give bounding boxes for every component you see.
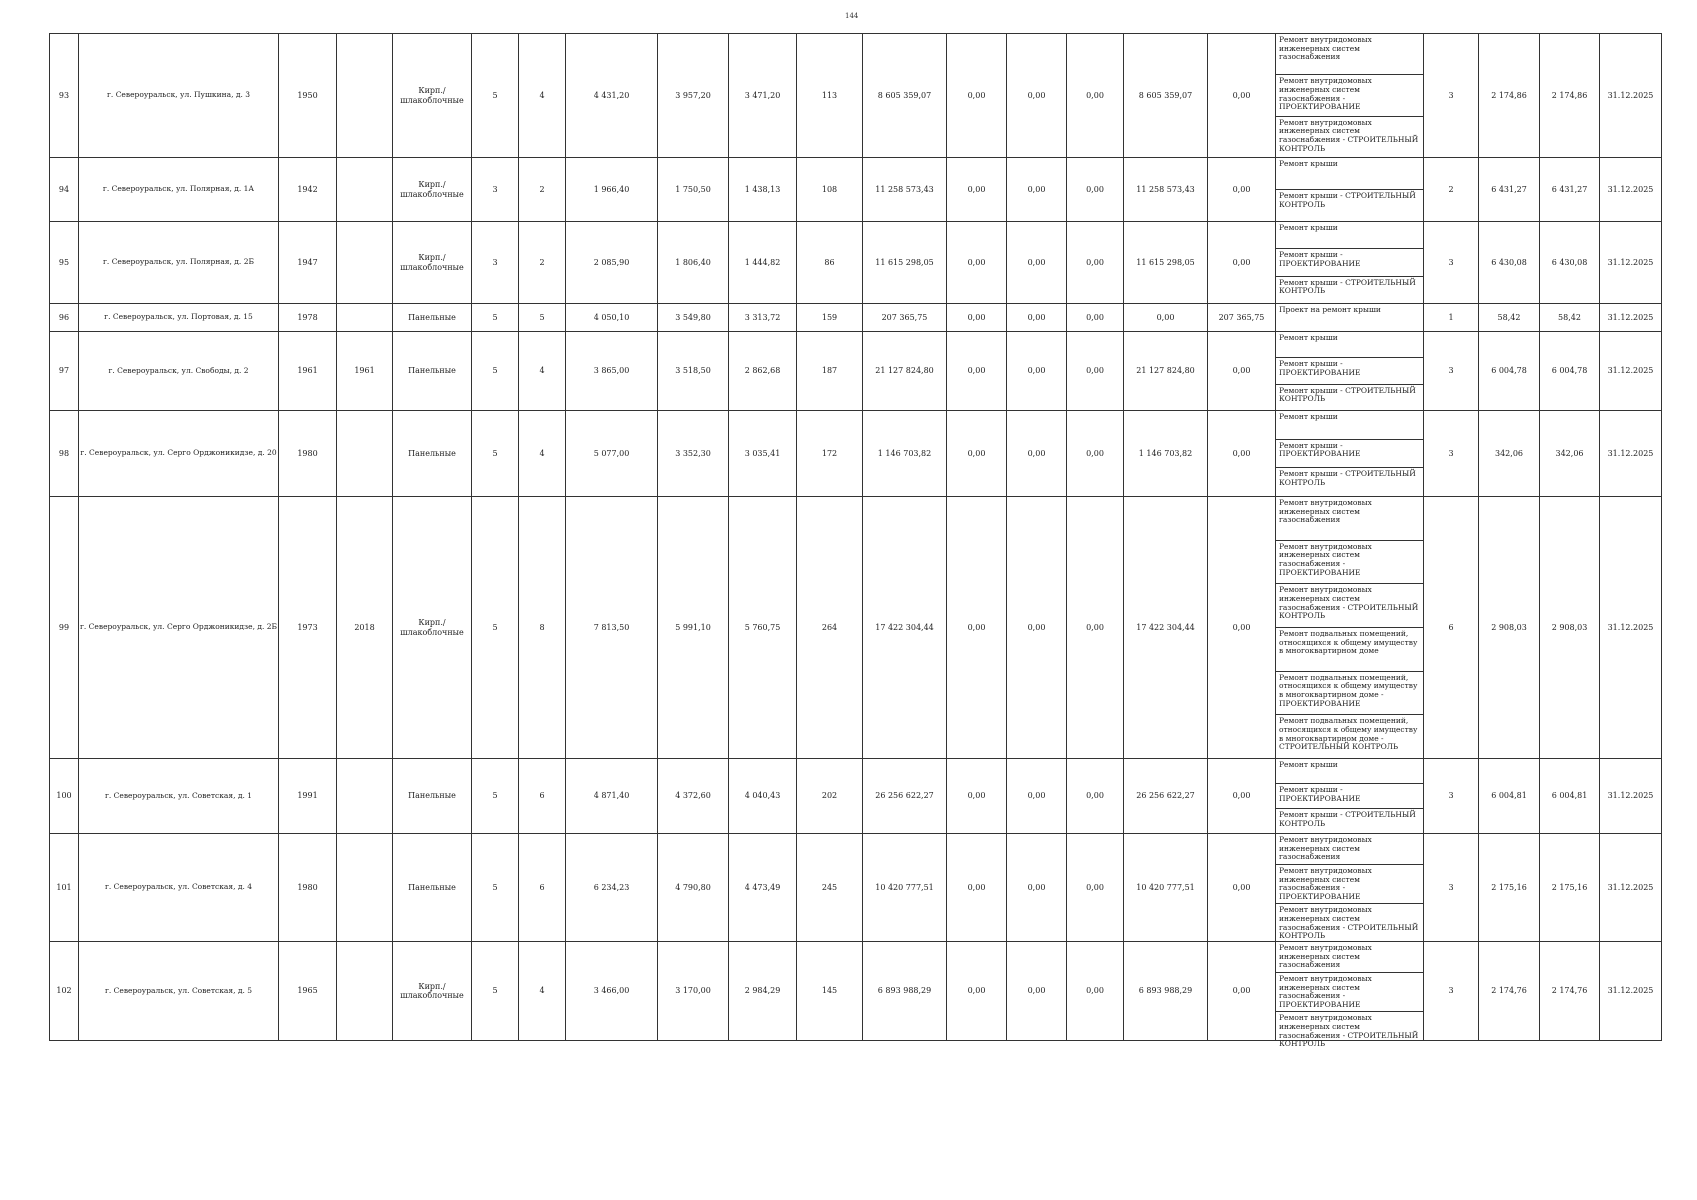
cell-f5: 0,00 (1208, 834, 1276, 942)
cell-n: 100 (50, 759, 79, 834)
cell-cnt: 3 (1424, 222, 1479, 304)
cell-y2 (337, 942, 393, 1041)
cell-f4: 21 127 824,80 (1124, 332, 1208, 411)
work-list-cell (1276, 332, 1424, 411)
work-item: Ремонт крыши (1276, 759, 1423, 784)
work-item: Ремонт внутридомовых инженерных систем газоснабжения - ПРОЕКТИРОВАНИЕ (1276, 75, 1423, 116)
work-list-cell (1276, 834, 1424, 942)
cell-ent: 4 (519, 942, 566, 1041)
cell-ent: 2 (519, 158, 566, 222)
work-item: Ремонт крыши - СТРОИТЕЛЬНЫЙ КОНТРОЛЬ (1279, 469, 1416, 487)
cell-f4: 6 893 988,29 (1124, 942, 1208, 1041)
work-item: Ремонт крыши (1276, 411, 1423, 440)
cell-y1: 1980 (279, 411, 337, 497)
table-row (50, 222, 1662, 304)
cell-total: 11 258 573,43 (863, 158, 947, 222)
work-item: Ремонт внутридомовых инженерных систем газоснабжения (1276, 834, 1423, 865)
cell-cnt: 3 (1424, 34, 1479, 158)
cell-total: 10 420 777,51 (863, 834, 947, 942)
cell-cnt: 3 (1424, 411, 1479, 497)
cell-ent: 2 (519, 222, 566, 304)
cell-a2: 5 991,10 (658, 497, 729, 759)
cell-a1: 5 077,00 (566, 411, 658, 497)
cell-a1: 4 050,10 (566, 304, 658, 332)
cell-a1: 1 966,40 (566, 158, 658, 222)
work-list-cell (1276, 304, 1424, 332)
work-item: Ремонт внутридомовых инженерных систем газоснабжения - СТРОИТЕЛЬНЫЙ КОНТРОЛЬ (1276, 584, 1423, 628)
cell-f2: 0,00 (1007, 332, 1067, 411)
cell-a1: 3 865,00 (566, 332, 658, 411)
cell-date: 31.12.2025 (1600, 304, 1662, 332)
cell-f4: 1 146 703,82 (1124, 411, 1208, 497)
cell-n: 98 (50, 411, 79, 497)
cell-a3: 3 471,20 (729, 34, 797, 158)
cell-date: 31.12.2025 (1600, 834, 1662, 942)
cell-a3: 1 438,13 (729, 158, 797, 222)
cell-f1: 0,00 (947, 834, 1007, 942)
cell-c1: 2 908,03 (1479, 497, 1540, 759)
cell-f1: 0,00 (947, 759, 1007, 834)
cell-y2 (337, 411, 393, 497)
work-item: Ремонт крыши - СТРОИТЕЛЬНЫЙ КОНТРОЛЬ (1279, 385, 1416, 404)
cell-res: 264 (797, 497, 863, 759)
cell-f5: 0,00 (1208, 497, 1276, 759)
page-number: 144 (845, 12, 859, 20)
cell-a2: 4 372,60 (658, 759, 729, 834)
cell-c1: 6 004,81 (1479, 759, 1540, 834)
cell-fl: 5 (472, 411, 519, 497)
cell-n: 93 (50, 34, 79, 158)
cell-c1: 6 004,78 (1479, 332, 1540, 411)
cell-addr: г. Североуральск, ул. Пушкина, д. 3 (79, 34, 279, 158)
cell-y2 (337, 34, 393, 158)
cell-date: 31.12.2025 (1600, 942, 1662, 1041)
cell-total: 26 256 622,27 (863, 759, 947, 834)
cell-res: 187 (797, 332, 863, 411)
cell-y1: 1980 (279, 834, 337, 942)
cell-f1: 0,00 (947, 222, 1007, 304)
cell-ent: 8 (519, 497, 566, 759)
cell-addr: г. Североуральск, ул. Советская, д. 5 (79, 942, 279, 1041)
cell-fl: 5 (472, 942, 519, 1041)
work-item: Ремонт внутридомовых инженерных систем газоснабжения (1276, 34, 1423, 75)
cell-c2: 2 174,76 (1540, 942, 1600, 1041)
cell-res: 108 (797, 158, 863, 222)
cell-mat: Кирп./ шлакоблочные (393, 34, 472, 158)
cell-f2: 0,00 (1007, 34, 1067, 158)
cell-a2: 1 806,40 (658, 222, 729, 304)
work-item: Проект на ремонт крыши (1279, 305, 1381, 314)
cell-c1: 58,42 (1479, 304, 1540, 332)
table-row (50, 411, 1662, 497)
cell-a1: 4 871,40 (566, 759, 658, 834)
cell-c1: 2 174,76 (1479, 942, 1540, 1041)
cell-c2: 6 004,78 (1540, 332, 1600, 411)
cell-f2: 0,00 (1007, 411, 1067, 497)
cell-fl: 5 (472, 497, 519, 759)
cell-a1: 4 431,20 (566, 34, 658, 158)
cell-res: 159 (797, 304, 863, 332)
cell-f3: 0,00 (1067, 34, 1124, 158)
cell-f2: 0,00 (1007, 158, 1067, 222)
work-list-cell (1276, 497, 1424, 759)
cell-f3: 0,00 (1067, 304, 1124, 332)
cell-a2: 3 957,20 (658, 34, 729, 158)
work-item: Ремонт крыши - ПРОЕКТИРОВАНИЕ (1276, 249, 1423, 276)
cell-c2: 6 430,08 (1540, 222, 1600, 304)
table-row (50, 834, 1662, 942)
cell-a2: 4 790,80 (658, 834, 729, 942)
cell-n: 102 (50, 942, 79, 1041)
cell-y2 (337, 834, 393, 942)
cell-date: 31.12.2025 (1600, 759, 1662, 834)
cell-mat: Панельные (393, 834, 472, 942)
cell-f5: 0,00 (1208, 411, 1276, 497)
cell-y1: 1978 (279, 304, 337, 332)
cell-y1: 1950 (279, 34, 337, 158)
cell-f4: 26 256 622,27 (1124, 759, 1208, 834)
cell-c1: 342,06 (1479, 411, 1540, 497)
cell-mat: Кирп./ шлакоблочные (393, 497, 472, 759)
cell-f2: 0,00 (1007, 942, 1067, 1041)
cell-y1: 1991 (279, 759, 337, 834)
cell-f4: 10 420 777,51 (1124, 834, 1208, 942)
cell-c2: 2 908,03 (1540, 497, 1600, 759)
cell-a2: 1 750,50 (658, 158, 729, 222)
cell-a3: 3 035,41 (729, 411, 797, 497)
cell-mat: Панельные (393, 332, 472, 411)
cell-f5: 0,00 (1208, 942, 1276, 1041)
cell-f3: 0,00 (1067, 332, 1124, 411)
cell-f1: 0,00 (947, 942, 1007, 1041)
cell-f1: 0,00 (947, 411, 1007, 497)
cell-f3: 0,00 (1067, 759, 1124, 834)
cell-res: 202 (797, 759, 863, 834)
cell-ent: 5 (519, 304, 566, 332)
cell-y2 (337, 158, 393, 222)
cell-a2: 3 518,50 (658, 332, 729, 411)
cell-a3: 1 444,82 (729, 222, 797, 304)
cell-cnt: 3 (1424, 942, 1479, 1041)
cell-mat: Панельные (393, 759, 472, 834)
cell-f4: 17 422 304,44 (1124, 497, 1208, 759)
work-item: Ремонт подвальных помещений, относящихся к общему имуществу в многоквартирном доме - ПРОЕКТИРОВАНИЕ (1276, 672, 1423, 716)
cell-date: 31.12.2025 (1600, 222, 1662, 304)
cell-mat: Кирп./ шлакоблочные (393, 222, 472, 304)
work-item: Ремонт внутридомовых инженерных систем газоснабжения - СТРОИТЕЛЬНЫЙ КОНТРОЛЬ (1279, 905, 1419, 941)
work-item: Ремонт внутридомовых инженерных систем газоснабжения (1276, 942, 1423, 973)
work-item: Ремонт крыши (1276, 332, 1423, 358)
cell-fl: 3 (472, 222, 519, 304)
cell-f5: 0,00 (1208, 34, 1276, 158)
cell-fl: 5 (472, 759, 519, 834)
cell-y2: 2018 (337, 497, 393, 759)
work-list-cell (1276, 158, 1424, 222)
work-item: Ремонт внутридомовых инженерных систем газоснабжения - ПРОЕКТИРОВАНИЕ (1276, 973, 1423, 1013)
cell-ent: 4 (519, 411, 566, 497)
work-list-cell (1276, 34, 1424, 158)
work-item: Ремонт внутридомовых инженерных систем газоснабжения - ПРОЕКТИРОВАНИЕ (1276, 541, 1423, 585)
cell-n: 101 (50, 834, 79, 942)
cell-addr: г. Североуральск, ул. Свободы, д. 2 (79, 332, 279, 411)
cell-date: 31.12.2025 (1600, 158, 1662, 222)
cell-addr: г. Североуральск, ул. Полярная, д. 2Б (79, 222, 279, 304)
cell-a1: 7 813,50 (566, 497, 658, 759)
work-item: Ремонт крыши - ПРОЕКТИРОВАНИЕ (1276, 358, 1423, 384)
cell-f4: 8 605 359,07 (1124, 34, 1208, 158)
cell-a3: 2 862,68 (729, 332, 797, 411)
cell-a3: 4 040,43 (729, 759, 797, 834)
cell-a1: 3 466,00 (566, 942, 658, 1041)
cell-f2: 0,00 (1007, 497, 1067, 759)
work-item: Ремонт крыши - ПРОЕКТИРОВАНИЕ (1276, 784, 1423, 809)
cell-a2: 3 352,30 (658, 411, 729, 497)
cell-c2: 6 004,81 (1540, 759, 1600, 834)
cell-total: 207 365,75 (863, 304, 947, 332)
cell-addr: г. Североуральск, ул. Серго Орджоникидзе, д. 2Б (79, 497, 279, 759)
cell-fl: 5 (472, 34, 519, 158)
work-item: Ремонт крыши - СТРОИТЕЛЬНЫЙ КОНТРОЛЬ (1279, 277, 1416, 296)
cell-addr: г. Североуральск, ул. Серго Орджоникидзе, д. 20 (79, 411, 279, 497)
cell-res: 172 (797, 411, 863, 497)
work-item: Ремонт крыши (1276, 222, 1423, 249)
cell-fl: 3 (472, 158, 519, 222)
work-item: Ремонт крыши (1276, 158, 1423, 190)
cell-a3: 2 984,29 (729, 942, 797, 1041)
cell-f3: 0,00 (1067, 411, 1124, 497)
cell-f4: 0,00 (1124, 304, 1208, 332)
cell-f4: 11 615 298,05 (1124, 222, 1208, 304)
cell-y2 (337, 222, 393, 304)
cell-a2: 3 549,80 (658, 304, 729, 332)
cell-y1: 1961 (279, 332, 337, 411)
cell-res: 86 (797, 222, 863, 304)
cell-f5: 0,00 (1208, 158, 1276, 222)
work-item: Ремонт внутридомовых инженерных систем газоснабжения - СТРОИТЕЛЬНЫЙ КОНТРОЛЬ (1279, 117, 1419, 153)
cell-mat: Панельные (393, 411, 472, 497)
work-item: Ремонт подвальных помещений, относящихся к общему имуществу в многоквартирном доме - СТРОИТЕЛЬНЫЙ КОНТРОЛЬ (1279, 716, 1418, 752)
cell-mat: Кирп./ шлакоблочные (393, 158, 472, 222)
cell-f1: 0,00 (947, 304, 1007, 332)
table-row (50, 759, 1662, 834)
cell-y2 (337, 759, 393, 834)
cell-n: 99 (50, 497, 79, 759)
cell-c1: 2 175,16 (1479, 834, 1540, 942)
work-item: Ремонт крыши - СТРОИТЕЛЬНЫЙ КОНТРОЛЬ (1279, 810, 1416, 828)
cell-ent: 4 (519, 34, 566, 158)
cell-f2: 0,00 (1007, 834, 1067, 942)
repair-program-table (49, 33, 1662, 1049)
cell-cnt: 6 (1424, 497, 1479, 759)
cell-ent: 4 (519, 332, 566, 411)
cell-date: 31.12.2025 (1600, 497, 1662, 759)
cell-f1: 0,00 (947, 34, 1007, 158)
table-row (50, 332, 1662, 411)
cell-total: 17 422 304,44 (863, 497, 947, 759)
cell-y2 (337, 304, 393, 332)
table-row (50, 34, 1662, 158)
cell-total: 1 146 703,82 (863, 411, 947, 497)
table-row (50, 304, 1662, 332)
cell-a3: 3 313,72 (729, 304, 797, 332)
cell-date: 31.12.2025 (1600, 411, 1662, 497)
cell-f1: 0,00 (947, 158, 1007, 222)
cell-addr: г. Североуральск, ул. Полярная, д. 1А (79, 158, 279, 222)
cell-fl: 5 (472, 834, 519, 942)
cell-a2: 3 170,00 (658, 942, 729, 1041)
cell-a3: 4 473,49 (729, 834, 797, 942)
cell-ent: 6 (519, 834, 566, 942)
cell-n: 96 (50, 304, 79, 332)
cell-f5: 207 365,75 (1208, 304, 1276, 332)
cell-total: 11 615 298,05 (863, 222, 947, 304)
table-row (50, 158, 1662, 222)
cell-f4: 11 258 573,43 (1124, 158, 1208, 222)
cell-c2: 342,06 (1540, 411, 1600, 497)
cell-res: 113 (797, 34, 863, 158)
table-row (50, 942, 1662, 1041)
cell-f3: 0,00 (1067, 942, 1124, 1041)
cell-a3: 5 760,75 (729, 497, 797, 759)
cell-f5: 0,00 (1208, 759, 1276, 834)
cell-f5: 0,00 (1208, 332, 1276, 411)
cell-total: 8 605 359,07 (863, 34, 947, 158)
work-item: Ремонт крыши - ПРОЕКТИРОВАНИЕ (1276, 440, 1423, 469)
cell-n: 97 (50, 332, 79, 411)
cell-fl: 5 (472, 304, 519, 332)
cell-f3: 0,00 (1067, 158, 1124, 222)
cell-fl: 5 (472, 332, 519, 411)
cell-y2: 1961 (337, 332, 393, 411)
cell-f2: 0,00 (1007, 759, 1067, 834)
cell-addr: г. Североуральск, ул. Советская, д. 1 (79, 759, 279, 834)
cell-f3: 0,00 (1067, 222, 1124, 304)
cell-c1: 6 431,27 (1479, 158, 1540, 222)
cell-n: 94 (50, 158, 79, 222)
cell-total: 21 127 824,80 (863, 332, 947, 411)
cell-cnt: 3 (1424, 834, 1479, 942)
cell-cnt: 1 (1424, 304, 1479, 332)
cell-cnt: 3 (1424, 332, 1479, 411)
cell-addr: г. Североуральск, ул. Советская, д. 4 (79, 834, 279, 942)
work-list-cell (1276, 222, 1424, 304)
work-item: Ремонт внутридомовых инженерных систем газоснабжения - ПРОЕКТИРОВАНИЕ (1276, 865, 1423, 905)
cell-f2: 0,00 (1007, 222, 1067, 304)
cell-date: 31.12.2025 (1600, 34, 1662, 158)
cell-f2: 0,00 (1007, 304, 1067, 332)
cell-c2: 58,42 (1540, 304, 1600, 332)
cell-mat: Панельные (393, 304, 472, 332)
table-row (50, 497, 1662, 759)
cell-c2: 6 431,27 (1540, 158, 1600, 222)
cell-f3: 0,00 (1067, 834, 1124, 942)
cell-total: 6 893 988,29 (863, 942, 947, 1041)
cell-y1: 1942 (279, 158, 337, 222)
cell-cnt: 3 (1424, 759, 1479, 834)
cell-f5: 0,00 (1208, 222, 1276, 304)
cell-c2: 2 175,16 (1540, 834, 1600, 942)
cell-res: 145 (797, 942, 863, 1041)
cell-y1: 1965 (279, 942, 337, 1041)
cell-a1: 6 234,23 (566, 834, 658, 942)
cell-c1: 6 430,08 (1479, 222, 1540, 304)
work-item: Ремонт крыши - СТРОИТЕЛЬНЫЙ КОНТРОЛЬ (1279, 191, 1416, 209)
cell-y1: 1947 (279, 222, 337, 304)
cell-a1: 2 085,90 (566, 222, 658, 304)
work-item: Ремонт подвальных помещений, относящихся к общему имуществу в многоквартирном доме (1276, 628, 1423, 672)
cell-res: 245 (797, 834, 863, 942)
cell-mat: Кирп./ шлакоблочные (393, 942, 472, 1041)
work-list-cell (1276, 411, 1424, 497)
cell-ent: 6 (519, 759, 566, 834)
cell-c2: 2 174,86 (1540, 34, 1600, 158)
cell-cnt: 2 (1424, 158, 1479, 222)
cell-date: 31.12.2025 (1600, 332, 1662, 411)
cell-f3: 0,00 (1067, 497, 1124, 759)
work-list-cell (1276, 942, 1424, 1049)
cell-f1: 0,00 (947, 332, 1007, 411)
cell-addr: г. Североуральск, ул. Портовая, д. 15 (79, 304, 279, 332)
cell-n: 95 (50, 222, 79, 304)
work-item: Ремонт внутридомовых инженерных систем газоснабжения (1276, 497, 1423, 541)
cell-f1: 0,00 (947, 497, 1007, 759)
work-item: Ремонт внутридомовых инженерных систем газоснабжения - СТРОИТЕЛЬНЫЙ КОНТРОЛЬ (1279, 1013, 1419, 1049)
work-list-cell (1276, 759, 1424, 834)
cell-c1: 2 174,86 (1479, 34, 1540, 158)
cell-y1: 1973 (279, 497, 337, 759)
